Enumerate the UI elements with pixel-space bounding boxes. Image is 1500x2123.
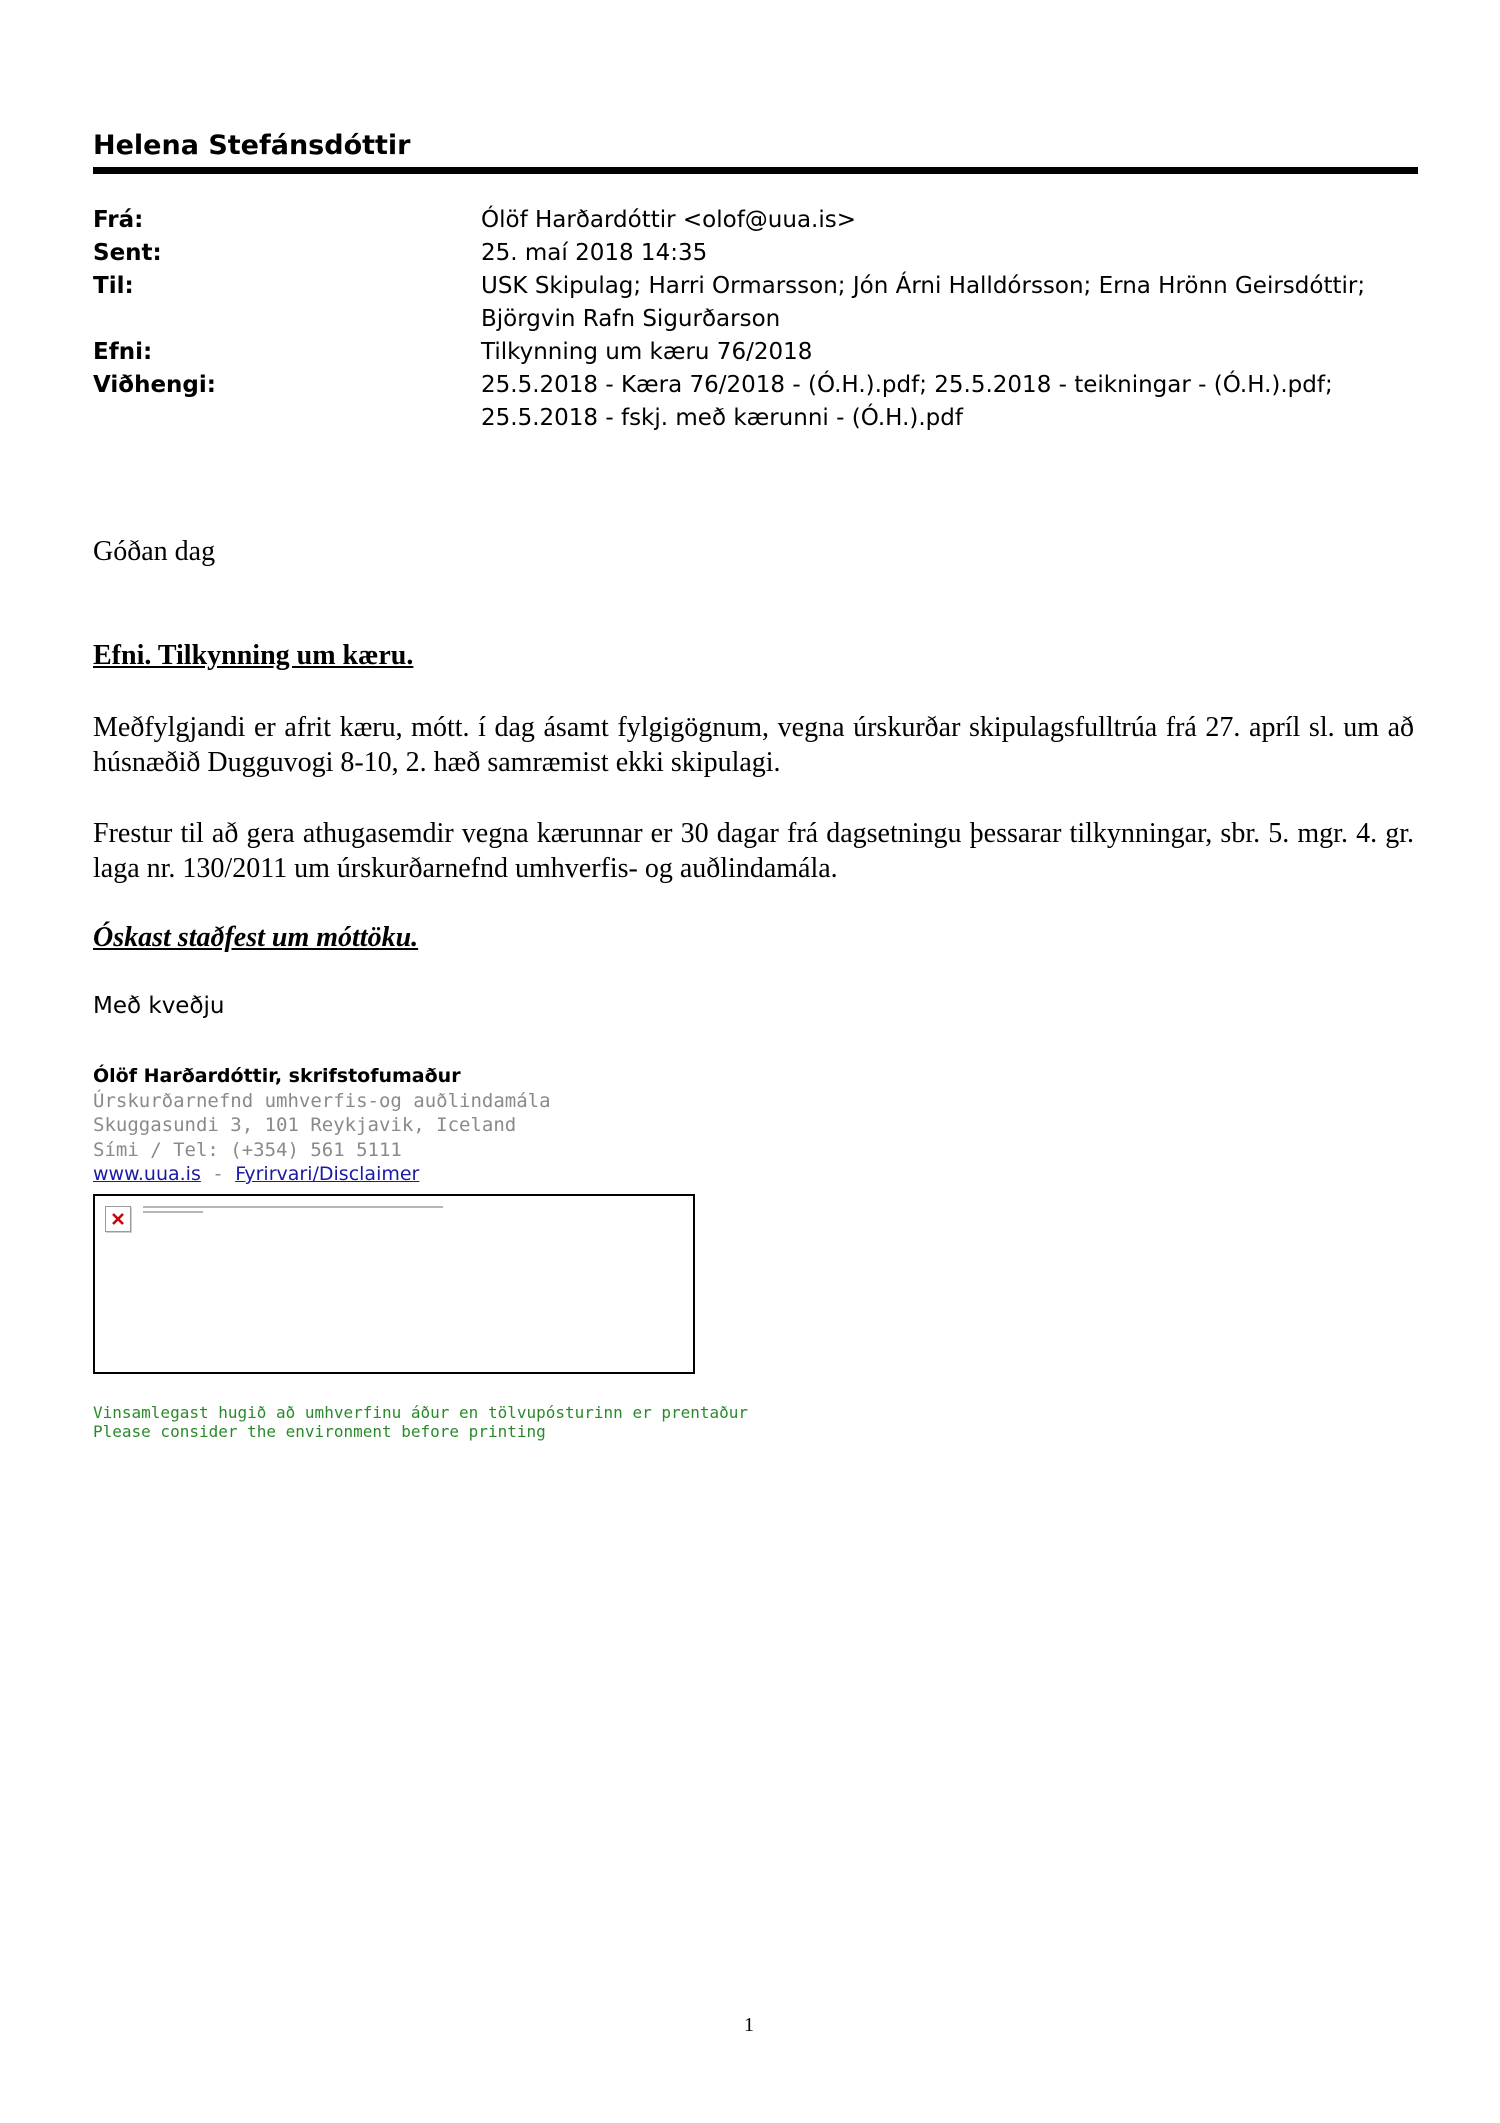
attachments-value: [481, 369, 1418, 435]
header-rule: [93, 167, 1418, 174]
sent-value: 25. maí 2018 14:35: [481, 240, 708, 266]
attachments-label: Viðhengi:: [93, 372, 216, 398]
signature-links: [93, 1162, 551, 1187]
to-row: [93, 270, 1418, 336]
closing: Með kveðju: [93, 993, 225, 1019]
website-link[interactable]: www.uua.is: [93, 1163, 201, 1185]
to-label: Til:: [93, 273, 134, 299]
eco-note: [93, 1403, 748, 1441]
link-separator: -: [200, 1163, 236, 1185]
eco-note-line2: Please consider the environment before printing: [93, 1422, 546, 1441]
embedded-image-placeholder: [93, 1194, 695, 1374]
signature-block: [93, 1064, 551, 1187]
email-header: [93, 204, 1418, 435]
body-paragraph-2: Frestur til að gera athugasemdir vegna kærunnar er 30 dagar frá dagsetningu þessarar tilkynningar, sbr. 5. mgr. 4. gr. laga nr. 130/2011 um úrskurðarnefnd umhverfis- og auðlindamála.: [93, 818, 1414, 884]
subject-value: Tilkynning um kæru 76/2018: [481, 339, 813, 365]
page-number: 1: [744, 2014, 754, 2036]
signature-name: Ólöf Harðardóttir, skrifstofumaður: [93, 1065, 461, 1087]
confirm-request: Óskast staðfest um móttöku.: [93, 922, 419, 953]
from-row: [93, 204, 1418, 237]
signature-address: Skuggasundi 3, 101 Reykjavik, Iceland: [93, 1114, 517, 1136]
to-value-line2: Björgvin Rafn Sigurðarson: [481, 306, 781, 332]
sent-row: [93, 237, 1418, 270]
subject-row: [93, 336, 1418, 369]
attachments-line2: 25.5.2018 - fskj. með kærunni - (Ó.H.).pdf: [481, 405, 963, 431]
to-value: [481, 270, 1418, 336]
attachments-row: [93, 369, 1418, 435]
disclaimer-link[interactable]: Fyrirvari/Disclaimer: [235, 1163, 420, 1185]
sent-label: Sent:: [93, 240, 162, 266]
image-alt-text-lines: [143, 1206, 443, 1216]
signature-org: Úrskurðarnefnd umhverfis-og auðlindamála: [93, 1089, 551, 1112]
subject-label: Efni:: [93, 339, 153, 365]
subject-heading: Efni. Tilkynning um kæru.: [93, 640, 414, 671]
from-label: Frá:: [93, 207, 144, 233]
attachments-line1: 25.5.2018 - Kæra 76/2018 - (Ó.H.).pdf; 25.5.2018 - teikningar - (Ó.H.).pdf;: [481, 372, 1333, 398]
mailbox-owner-name: Helena Stefánsdóttir: [93, 130, 411, 161]
eco-note-line1: Vinsamlegast hugið að umhverfinu áður en tölvupósturinn er prentaður: [93, 1403, 749, 1422]
from-value: Ólöf Harðardóttir <olof@uua.is>: [481, 207, 857, 233]
broken-image-icon: [105, 1206, 131, 1232]
signature-phone: Sími / Tel: (+354) 561 5111: [93, 1138, 402, 1161]
broken-image-x-mark: [112, 1213, 124, 1225]
body-paragraph-1: Meðfylgjandi er afrit kæru, mótt. í dag ásamt fylgigögnum, vegna úrskurðar skipulagsfulltrúa frá 27. apríl sl. um að húsnæðið Dugguvogi 8-10, 2. hæð samræmist ekki skipulagi.: [93, 712, 1414, 778]
to-value-line1: USK Skipulag; Harri Ormarsson; Jón Árni Halldórsson; Erna Hrönn Geirsdóttir;: [481, 273, 1366, 299]
greeting: Góðan dag: [93, 536, 216, 567]
